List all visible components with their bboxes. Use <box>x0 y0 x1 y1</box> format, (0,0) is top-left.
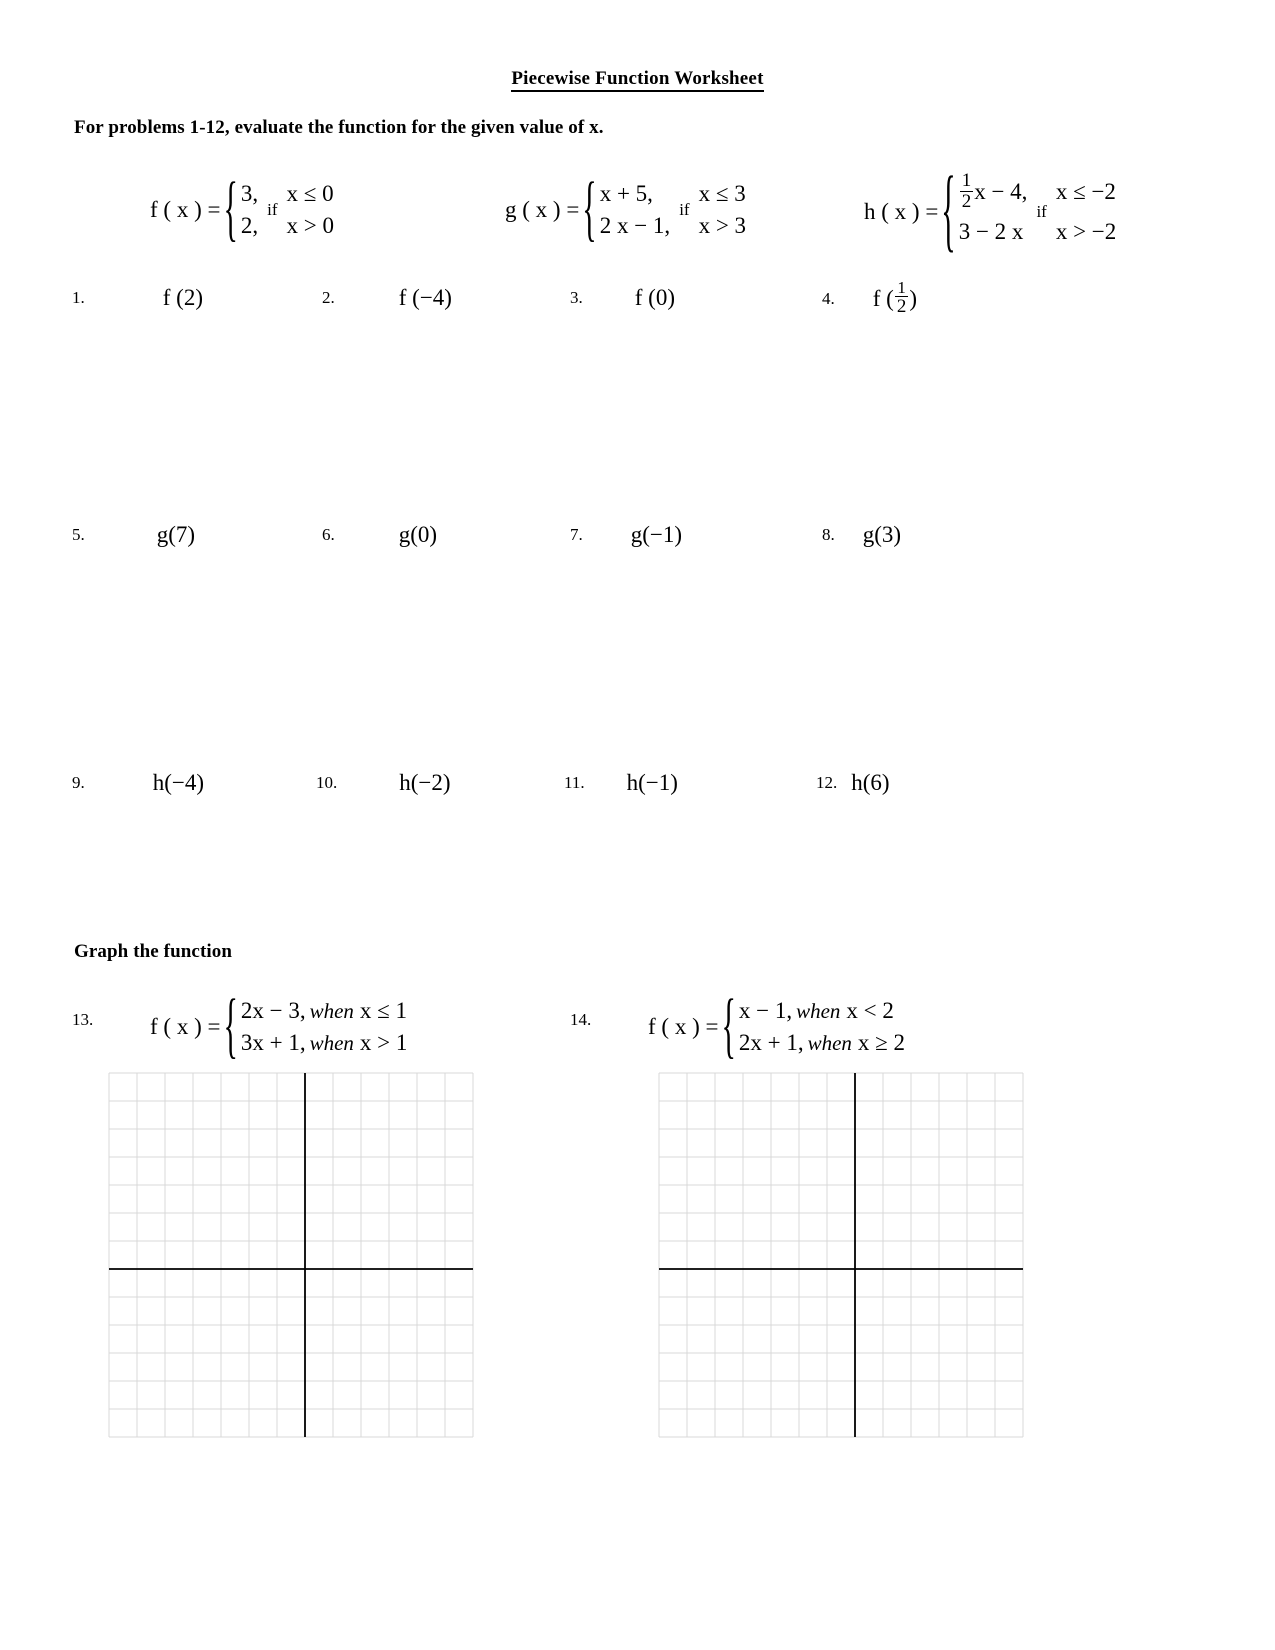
function-f-case-2-expression: 2, <box>240 213 259 238</box>
problem-5-number: 5. <box>72 525 85 544</box>
problem-12-expression: h(6) <box>851 770 890 795</box>
problem-13-number: 13. <box>72 1010 94 1029</box>
problem-9-number: 9. <box>72 773 85 792</box>
function-h-conditions <box>1056 172 1116 252</box>
function-f-connector-wrap <box>258 178 286 242</box>
graph-grid-13[interactable] <box>108 1072 474 1438</box>
problem-2-expression: f (−4) <box>398 285 452 310</box>
function-f-cases <box>241 178 258 242</box>
problem-12 <box>816 770 890 796</box>
function-h-case-1-condition: x ≤ −2 <box>1055 179 1116 204</box>
problem-3-expression: f (0) <box>634 285 675 310</box>
problem-6-expression: g(0) <box>398 522 438 547</box>
function-g-case-2-expression: 2 x − 1, <box>599 213 671 238</box>
function-f-case-2-condition: x > 0 <box>286 213 334 238</box>
problem-9-expression: h(−4) <box>152 770 205 795</box>
function-f-case-1-condition: x ≤ 0 <box>286 181 334 206</box>
when-keyword: when <box>807 1030 852 1055</box>
problem-1 <box>72 285 203 311</box>
problem-11-expression: h(−1) <box>626 770 678 795</box>
function-h-connector-wrap <box>1027 172 1055 252</box>
problem-2 <box>322 285 452 311</box>
graph-grid-13-canvas[interactable] <box>108 1072 474 1438</box>
function-g-case-1-expression: x + 5, <box>599 181 653 206</box>
function-g-case-2-condition: x > 3 <box>698 213 747 238</box>
instruction-graph: Graph the function <box>74 941 233 962</box>
problem-13-function <box>150 985 408 1067</box>
curly-brace-icon: { <box>721 985 736 1067</box>
function-h-connector: if <box>1036 202 1047 221</box>
problem-13-function-name: f ( x ) = <box>150 1014 221 1039</box>
problem-14-case-2: 2x + 1, when x ≥ 2 <box>738 1030 906 1055</box>
function-h-case-2-expression: 3 − 2 x <box>958 219 1024 244</box>
problem-14-number: 14. <box>570 1010 592 1029</box>
function-h-cases <box>959 172 1028 252</box>
problem-6 <box>322 522 437 548</box>
function-h-name: h ( x ) = <box>864 199 939 224</box>
problem-7-number: 7. <box>570 525 583 544</box>
function-h-case-2-condition: x > −2 <box>1055 219 1117 244</box>
problem-2-number: 2. <box>322 288 335 307</box>
function-f-connector: if <box>267 200 278 219</box>
problem-8-expression: g(3) <box>862 522 902 547</box>
problem-12-number: 12. <box>816 773 838 792</box>
problem-4-suffix: ) <box>909 285 917 311</box>
function-h-case-1-expression: $\frac{1}{2}$ x − 4, <box>961 170 1028 212</box>
problem-14-number-wrap <box>570 1010 591 1030</box>
problem-9 <box>72 770 204 796</box>
problem-7-expression: g(−1) <box>630 522 683 547</box>
problem-1-expression: f (2) <box>162 285 203 310</box>
problem-6-number: 6. <box>322 525 335 544</box>
problem-10-expression: h(−2) <box>399 770 451 795</box>
curly-brace-icon: { <box>941 159 956 262</box>
function-g-connector: if <box>679 200 690 219</box>
function-definition-g <box>505 168 747 250</box>
problem-4-prefix: f ( <box>872 285 894 311</box>
when-keyword: when <box>309 998 354 1023</box>
problem-13-cases <box>241 995 408 1059</box>
when-keyword: when <box>309 1030 354 1055</box>
problem-7 <box>570 522 682 548</box>
problem-13-number-wrap <box>72 1010 93 1030</box>
function-f-conditions <box>287 178 334 242</box>
one-half-fraction: $\frac{1}{2}$ <box>961 170 972 212</box>
problem-4 <box>822 280 917 318</box>
problem-14-case-1: x − 1, when x < 2 <box>738 998 894 1023</box>
function-g-conditions <box>699 178 746 242</box>
function-f-case-1-expression: 3, <box>240 181 259 206</box>
one-half-fraction: $\frac{1}{2}$ <box>896 278 907 318</box>
problem-3-number: 3. <box>570 288 583 307</box>
function-g-connector-wrap <box>670 178 698 242</box>
function-definition-h <box>864 159 1117 262</box>
page-title <box>0 68 1275 90</box>
graph-grid-14-canvas[interactable] <box>658 1072 1024 1438</box>
curly-brace-icon: { <box>223 168 238 250</box>
problem-14-cases <box>739 995 905 1059</box>
problem-14-function <box>648 985 906 1067</box>
function-g-cases <box>600 178 670 242</box>
when-keyword: when <box>796 998 841 1023</box>
function-f-name: f ( x ) = <box>150 197 221 222</box>
problem-5 <box>72 522 195 548</box>
instruction-evaluate: For problems 1-12, evaluate the function for the given value of x. <box>74 117 604 138</box>
problem-11-number: 11. <box>564 773 585 792</box>
function-g-name: g ( x ) = <box>505 197 580 222</box>
problem-5-expression: g(7) <box>156 522 196 547</box>
curly-brace-icon: { <box>223 985 238 1067</box>
problem-14-function-name: f ( x ) = <box>648 1014 719 1039</box>
problem-13-case-1: 2x − 3, when x ≤ 1 <box>240 998 408 1023</box>
problem-10 <box>316 770 451 796</box>
function-definition-f <box>150 168 334 250</box>
problem-8-number: 8. <box>822 525 835 544</box>
problem-3 <box>570 285 675 311</box>
curly-brace-icon: { <box>582 168 597 250</box>
page-title-text: Piecewise Function Worksheet <box>511 68 763 92</box>
graph-grid-14[interactable] <box>658 1072 1024 1438</box>
function-g-case-1-condition: x ≤ 3 <box>698 181 746 206</box>
problem-1-number: 1. <box>72 288 85 307</box>
problem-13-case-2: 3x + 1, when x > 1 <box>240 1030 408 1055</box>
problem-4-number: 4. <box>822 288 835 308</box>
problem-4-expression <box>873 280 917 318</box>
problem-10-number: 10. <box>316 773 338 792</box>
problem-8 <box>822 522 901 548</box>
problem-11 <box>564 770 678 796</box>
